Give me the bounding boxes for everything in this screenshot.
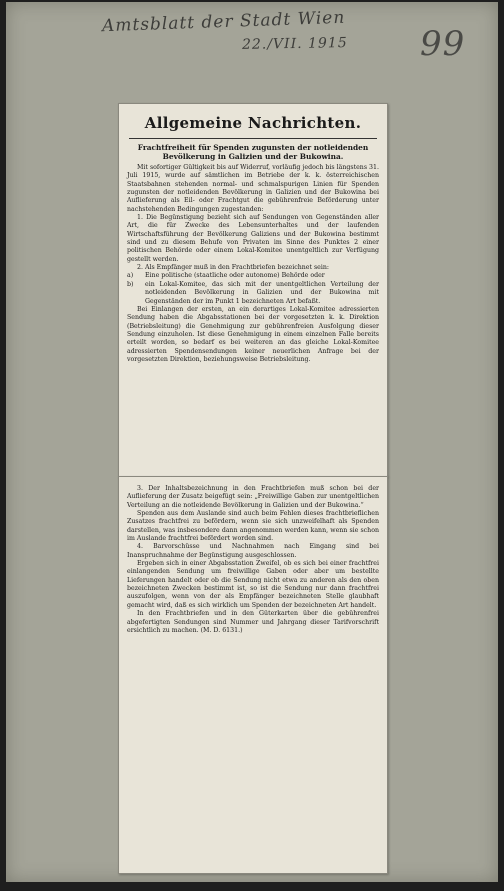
article-heading: Allgemeine Nachrichten. — [144, 114, 362, 132]
list-item-2b — [127, 281, 379, 306]
list-label-2b: b) — [127, 280, 134, 288]
list-item-2a — [127, 272, 379, 280]
paragraph-intro: Mit sofortiger Gültigkeit bis auf Widerruf, vorläufig jedoch bis längstens 31. Juli 1915, wurde auf sämtlichen im Betriebe der k. k. österreichischen Staatsbahnen stehenden normal- und schmalspurigen Linien für Spenden zugunsten der notleidenden Bevölkerung in Galizien und der Bukowina bei Auflieferung als Eil- oder Frachtgut die gebührenfreie Beförderung unter nachstehenden Bedingungen zugestanden: — [127, 164, 379, 213]
paragraph-point2-continued: Bei Einlangen der ersten, an ein derartiges Lokal-Komitee adressierten Sendung haben die Abgabsstationen bei der vorgesetzten k. k. Direktion (Betriebsleitung) die Genehmigung zur gebührenfreien Ausfolgung dieser Sendung einzuholen. Ist diese Genehmigung in einem einzelnen Falle bereits erteilt worden, so bedarf es bei weiteren an das gleiche Lokal-Komitee adressierten Spendensendungen keiner neuerlichen Anfrage bei der vorgesetzten Direktion, beziehungsweise Betriebsleitung. — [127, 305, 379, 363]
handwritten-page-number: 99 — [420, 24, 466, 64]
heading-rule — [129, 138, 377, 139]
paragraph-point4-continued: Ergeben sich in einer Abgabsstation Zweifel, ob es sich bei einer frachtfrei einlangenden Sendung um freiwillige Gaben oder aber um bestellte Lieferungen handelt oder ob die Sendung nicht etwa zu anderen als den oben bezeichneten Zwecken bestimmt ist, so ist die Sendung nur dann frachtfrei auszufolgen, wenn von der als Empfänger bezeichneten Stelle glaubhaft gemacht wird, daß es sich wirklich um Spenden der bezeichneten Art handelt. — [127, 560, 379, 609]
article-subheading: Frachtfreiheit für Spenden zugunsten der notleidenden Bevölkerung in Galizien und der Bukowina. — [137, 143, 369, 161]
paragraph-point1: 1. Die Begünstigung bezieht sich auf Sendungen von Gegenständen aller Art, die für Zwecke des Lebensunterhaltes und der laufenden Wirtschaftsführung der Bevölkerung Galiziens und der Bukowina bestimmt sind und zu diesem Behufe von Privaten im Sinne des Punktes 2 einer politischen Behörde oder einem Lokal-Komitee unentgeltlich zur Verfügung gestellt werden. — [127, 214, 379, 263]
handwritten-source-title: Amtsblatt der Stadt Wien — [101, 7, 346, 37]
paragraph-point4: 4. Barvorschüsse und Nachnahmen nach Eingang sind bei Inanspruchnahme der Begünstigung ausgeschlossen. — [127, 543, 379, 559]
paragraph-closing: In den Frachtbriefen und in den Güterkarten über die gebührenfrei abgefertigten Sendungen sind Nummer und Jahrgang dieser Tarifvorschrift ersichtlich zu machen. (M. D. 6131.) — [127, 610, 379, 634]
list-text-2a: Eine politische (staatliche oder autonome) Behörde oder — [145, 272, 325, 280]
list-text-2b: ein Lokal-Komitee, das sich mit der unentgeltlichen Verteilung der notleidenden Bevölkerung in Galizien und der Bukowina mit Gegenständen der im Punkt 1 bezeichneten Art befaßt. — [145, 280, 379, 305]
paragraph-point2: 2. Als Empfänger muß in den Frachtbriefen bezeichnet sein: — [137, 264, 329, 272]
paragraph-point3-continued: Spenden aus dem Auslande sind auch beim Fehlen dieses frachtbrieflichen Zusatzes frachtfrei zu befördern, wenn sie sich unzweifelhaft als Spenden darstellen, was insbesondere dann angenommen werden kann, wenn sie schon im Auslande frachtfrei befördert worden sind. — [127, 510, 379, 543]
handwritten-date: 22./VII. 1915 — [241, 35, 348, 53]
paragraph-point3: 3. Der Inhaltsbezeichnung in den Frachtbriefen muß schon bei der Auflieferung der Zusatz beigefügt sein: „Freiwillige Gaben zur unentgeltlichen Verteilung an die notleidende Bevölkerung in Galizien und der Bukowina.“ — [127, 485, 379, 509]
newspaper-clipping-part1 — [118, 103, 388, 477]
newspaper-clipping-part2 — [118, 476, 388, 874]
list-label-2a: a) — [127, 272, 134, 280]
